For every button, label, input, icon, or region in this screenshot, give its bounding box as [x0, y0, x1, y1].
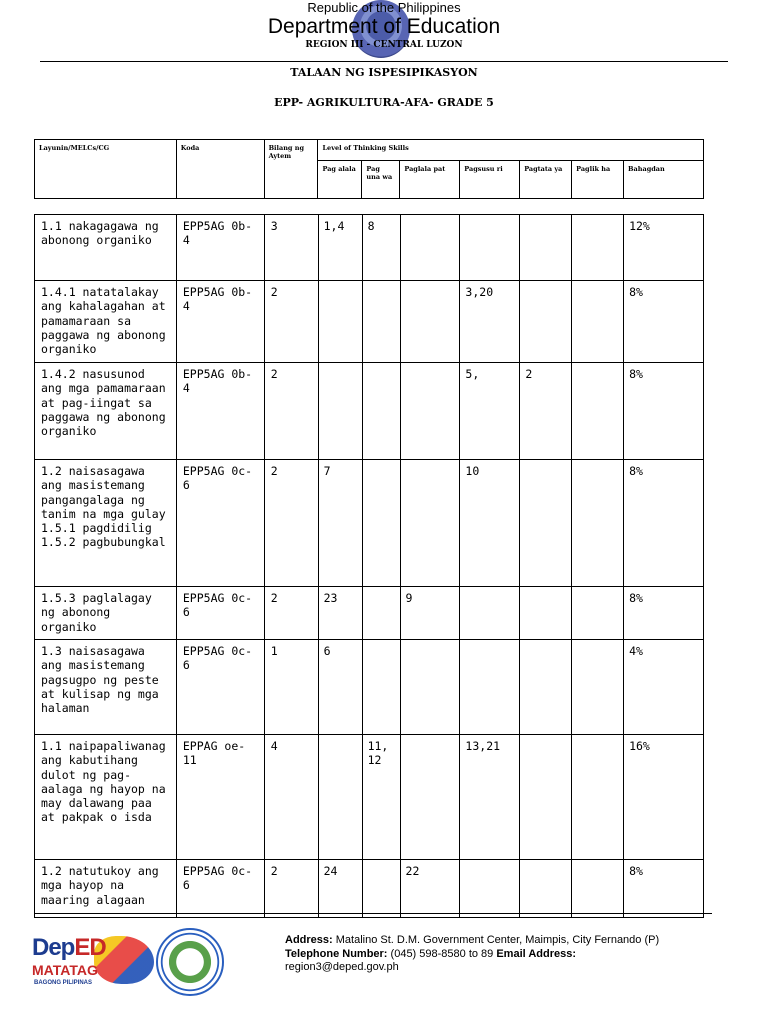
table-row: [35, 640, 704, 735]
spec-table: [34, 214, 704, 918]
cell-pagsusuri: 13,21: [460, 735, 520, 860]
footer-divider: [34, 913, 712, 914]
cell-pagalala: [318, 735, 362, 860]
cell-pagsusuri: [460, 860, 520, 918]
contact-info: [285, 934, 755, 975]
spec-table-header: [34, 139, 704, 199]
cell-koda: EPP5AG 0c-6: [176, 640, 264, 735]
cell-paglalapat: [400, 363, 460, 460]
cell-bahagdan: 8%: [624, 460, 704, 587]
document-title: TALAAN NG ISPESIPIKASYON: [290, 66, 478, 79]
cell-pagtataya: [520, 460, 572, 587]
cell-paglalapat: 22: [400, 860, 460, 918]
deped-matatag-logo: [32, 928, 152, 990]
cell-layunin: 1.5.3 paglalagay ng abonong organiko: [35, 587, 177, 640]
cell-layunin: 1.4.2 nasusunod ang mga pamamaraan at pag-iingat sa paggawa ng abonong organiko: [35, 363, 177, 460]
matatag-logo-text: MATATAG: [32, 962, 98, 978]
cell-pagsusuri: [460, 587, 520, 640]
cell-pagalala: 1,4: [318, 215, 362, 281]
document-subtitle: EPP- AGRIKULTURA-AFA- GRADE 5: [274, 96, 494, 109]
table-row: [35, 860, 704, 918]
cell-koda: EPP5AG 0b-4: [176, 363, 264, 460]
cell-paglikha: [572, 860, 624, 918]
table-row: [35, 587, 704, 640]
table-row: [35, 363, 704, 460]
header-pagtataya: Pagtata ya: [520, 161, 572, 199]
email-label: Email Address:: [496, 947, 577, 960]
cell-pagalala: [318, 363, 362, 460]
cell-pagsusuri: 10: [460, 460, 520, 587]
cell-pagtataya: [520, 215, 572, 281]
header-divider: [40, 61, 728, 62]
cell-paglalapat: [400, 640, 460, 735]
cell-bilang: 2: [264, 363, 318, 460]
cell-pagtataya: [520, 640, 572, 735]
cell-pagtataya: [520, 281, 572, 363]
cell-bilang: 2: [264, 460, 318, 587]
cell-pagunawa: [362, 587, 400, 640]
cell-pagalala: 23: [318, 587, 362, 640]
cell-pagunawa: [362, 860, 400, 918]
cell-pagalala: 24: [318, 860, 362, 918]
deped-logo-text: DepED: [32, 934, 106, 961]
cell-pagalala: 7: [318, 460, 362, 587]
cell-bahagdan: 4%: [624, 640, 704, 735]
cell-bilang: 3: [264, 215, 318, 281]
cell-layunin: 1.1 naipapaliwanag ang kabutihang dulot ng pag-aalaga ng hayop na may dalawang paa at pakpak o isda: [35, 735, 177, 860]
cell-layunin: 1.4.1 natatalakay ang kahalagahan at pamamaraan sa paggawa ng abonong organiko: [35, 281, 177, 363]
header-paglalapat: Paglala pat: [400, 161, 460, 199]
cell-pagsusuri: 5,: [460, 363, 520, 460]
cell-pagsusuri: 3,20: [460, 281, 520, 363]
cell-paglikha: [572, 215, 624, 281]
table-row: [35, 735, 704, 860]
table-row: [35, 460, 704, 587]
cell-bahagdan: 8%: [624, 587, 704, 640]
cell-paglalapat: [400, 215, 460, 281]
email-value: region3@deped.gov.ph: [285, 961, 399, 973]
cell-layunin: 1.3 naisasagawa ang masistemang pagsugpo ng peste at kulisap ng mga halaman: [35, 640, 177, 735]
cell-bilang: 1: [264, 640, 318, 735]
cell-bilang: 4: [264, 735, 318, 860]
cell-layunin: 1.1 nakagagawa ng abonong organiko: [35, 215, 177, 281]
header-paglikha: Paglik ha: [572, 161, 624, 199]
cell-bahagdan: 8%: [624, 363, 704, 460]
cell-pagunawa: [362, 363, 400, 460]
table-row: [35, 215, 704, 281]
cell-bahagdan: 16%: [624, 735, 704, 860]
cell-pagunawa: [362, 640, 400, 735]
cell-paglikha: [572, 460, 624, 587]
header-pagsusuri: Pagsusu ri: [460, 161, 520, 199]
cell-pagunawa: [362, 281, 400, 363]
cell-koda: EPP5AG 0c-6: [176, 460, 264, 587]
cell-koda: EPP5AG 0c-6: [176, 860, 264, 918]
department-seal-icon: [156, 928, 224, 996]
cell-pagtataya: [520, 860, 572, 918]
cell-bahagdan: 12%: [624, 215, 704, 281]
cell-pagsusuri: [460, 215, 520, 281]
cell-pagalala: 6: [318, 640, 362, 735]
cell-pagalala: [318, 281, 362, 363]
cell-koda: EPPAG oe-11: [176, 735, 264, 860]
cell-pagunawa: [362, 460, 400, 587]
address-label: Address:: [285, 934, 333, 946]
cell-bahagdan: 8%: [624, 860, 704, 918]
cell-layunin: 1.2 natutukoy ang mga hayop na maaring alagaan: [35, 860, 177, 918]
cell-paglikha: [572, 363, 624, 460]
cell-paglikha: [572, 735, 624, 860]
cell-paglikha: [572, 587, 624, 640]
letterhead: [0, 0, 768, 62]
header-bahagdan: Bahagdan: [624, 161, 704, 199]
cell-koda: EPP5AG 0c-6: [176, 587, 264, 640]
republic-line: Republic of the Philippines: [307, 0, 461, 15]
cell-paglikha: [572, 281, 624, 363]
header-layunin: Layunin/MELCs/CG: [35, 140, 177, 199]
cell-koda: EPP5AG 0b-4: [176, 215, 264, 281]
bagong-pilipinas-text: BAGONG PILIPINAS: [34, 980, 93, 986]
address-value: Matalino St. D.M. Government Center, Maimpis, City Fernando (P): [332, 934, 660, 946]
header-pagalala: Pag alala: [318, 161, 362, 199]
cell-pagtataya: [520, 735, 572, 860]
cell-paglalapat: [400, 735, 460, 860]
department-name: Department of Education: [267, 15, 501, 38]
cell-koda: EPP5AG 0b-4: [176, 281, 264, 363]
header-pagunawa: Pag una wa: [362, 161, 400, 199]
cell-pagunawa: 8: [362, 215, 400, 281]
header-bilang: Bilang ng Aytem: [264, 140, 318, 199]
cell-bilang: 2: [264, 281, 318, 363]
telephone-value: (045) 598-8580 to 89: [387, 947, 497, 960]
header-koda: Koda: [176, 140, 264, 199]
cell-pagunawa: 11, 12: [362, 735, 400, 860]
cell-bahagdan: 8%: [624, 281, 704, 363]
cell-pagtataya: [520, 587, 572, 640]
cell-paglikha: [572, 640, 624, 735]
cell-paglalapat: [400, 281, 460, 363]
table-row: [35, 281, 704, 363]
cell-pagsusuri: [460, 640, 520, 735]
telephone-label: Telephone Number:: [285, 947, 388, 960]
cell-paglalapat: [400, 460, 460, 587]
cell-bilang: 2: [264, 860, 318, 918]
cell-bilang: 2: [264, 587, 318, 640]
cell-layunin: 1.2 naisasagawa ang masistemang pangangalaga ng tanim na mga gulay 1.5.1 pagdidilig 1.5.2 pagbubungkal: [35, 460, 177, 587]
cell-paglalapat: 9: [400, 587, 460, 640]
header-level: Level of Thinking Skills: [318, 140, 704, 161]
region-name: REGION III - CENTRAL LUZON: [305, 40, 463, 50]
cell-pagtataya: 2: [520, 363, 572, 460]
